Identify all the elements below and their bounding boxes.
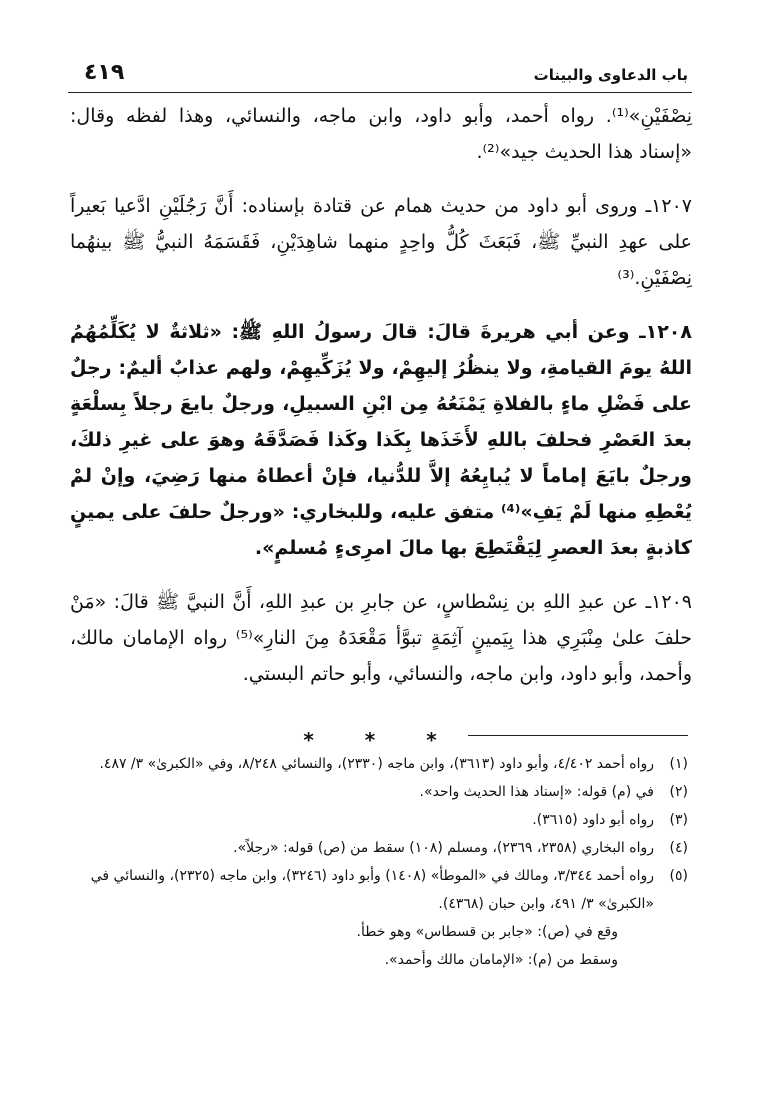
paragraph-continuation: نِصْفَيْنِ»⁽¹⁾. رواه أحمد، وأبو داود، وابن ماجه، والنسائي، وهذا لفظه وقال: «إسناد هذا الحديث جيد»⁽²⁾.	[70, 105, 692, 163]
footnote	[70, 778, 688, 806]
footnote	[70, 862, 688, 918]
paragraph-hadith-1209: ١٢٠٩ـ عن عبدِ اللهِ بن نِسْطاسٍ، عن جابرِ بن عبدِ اللهِ، أَنَّ النبيَّ ﷺ قالَ: «مَنْ حلفَ علىٰ مِنْبَرِي هذا بِيَمينٍ آثِمَةٍ تبوَّأ مَقْعَدَهُ مِنَ النارِ»⁽⁵⁾ رواه الإمامان مالك، وأحمد، وأبو داود، وابن ماجه، والنسائي، وأبو حاتم البستي.	[70, 591, 692, 685]
footnotes	[70, 750, 688, 974]
footnote-text: وقع في (ص): «جابر بن قسطاس» وهو خطأ.	[356, 924, 618, 940]
footnote-text: رواه أحمد ٣/٣٤٤، ومالك في «الموطأ» (١٤٠٨) وأبو داود (٣٢٤٦)، وابن ماجه (٢٣٢٥)، والنسائي في «الكبرىٰ» ٣/ ٤٩١، وابن حبان (٤٣٦٨).	[90, 868, 654, 912]
header-rule	[68, 92, 692, 93]
footnote-number: (٣)	[669, 812, 688, 828]
running-title: باب الدعاوى والبينات	[533, 66, 688, 84]
paragraph-hadith-1207: ١٢٠٧ـ وروى أبو داود من حديث همام عن قتادة بإسناده: أَنَّ رَجُلَيْنِ ادَّعيا بَعيراً على عهدِ النبيِّ ﷺ، فَبَعَثَ كُلُّ واحِدٍ منهما شاهِدَيْنِ، فَقَسَمَهُ النبيُّ ﷺ بينهُما نِصْفَيْنِ.⁽³⁾	[70, 195, 692, 289]
footnote-number	[654, 946, 688, 974]
footnote-number: (٥)	[669, 868, 688, 884]
footnote-number: (٤)	[669, 840, 688, 856]
page-number: ٤١٩	[84, 60, 125, 85]
footnote-text: وسقط من (م): «الإمامان مالك وأحمد».	[384, 952, 618, 968]
footnote	[70, 750, 688, 778]
footnote-text: رواه أحمد ٤/٤٠٢، وأبو داود (٣٦١٣)، وابن ماجه (٢٣٣٠)، والنسائي ٨/٢٤٨، وفي «الكبرىٰ» ٣/ ٤٨٧.	[99, 756, 654, 772]
section-separator: * * *	[303, 728, 459, 752]
footnote-note	[70, 946, 688, 974]
paragraph-hadith-1208: ١٢٠٨ـ وعن أبي هريرةَ قالَ: قالَ رسولُ اللهِ ﷺ: «ثلاثةٌ لا يُكَلِّمُهُمُ اللهُ يومَ القيامةِ، ولا ينظُرُ إليهِمْ، ولا يُزَكِّيهِمْ، ولهم عذابٌ أليمٌ: رجلٌ على فَضْلِ ماءٍ بالفلاةِ يَمْنَعُهُ مِن ابْنِ السبيلِ، ورجلٌ بايعَ رجلاً بِسلْعَةٍ بعدَ العَصْرِ فحلفَ باللهِ لأَخَذَها بِكَذا وكَذا فَصَدَّقَهُ وهوَ على غيرِ ذلكَ، ورجلٌ بايَعَ إماماً لا يُبايِعُهُ إلاَّ للدُّنيا، فإنْ أعطاهُ منها رَضِيَ، وإنْ لمْ يُعْطِهِ منها لَمْ يَفِ»⁽⁴⁾ متفق عليه، وللبخاري: «ورجلٌ حلفَ على يمينٍ كاذبةٍ بعدَ العصرِ لِيَقْتَطِعَ بها مالَ امرِىءٍ مُسلمٍ».	[70, 321, 692, 559]
page-header	[70, 60, 688, 88]
footnote	[70, 834, 688, 862]
footnote-number	[654, 918, 688, 946]
footnote-number: (١)	[669, 756, 688, 772]
footnote-text: في (م) قوله: «إسناد هذا الحديث واحد».	[419, 784, 654, 800]
footnote-text: رواه أبو داود (٣٦١٥).	[532, 812, 654, 828]
footnote-note	[70, 918, 688, 946]
main-text	[70, 98, 692, 758]
footnote-rule	[468, 735, 688, 736]
footnote-number: (٢)	[669, 784, 688, 800]
footnote-text: رواه البخاري (٢٣٥٨، ٢٣٦٩)، ومسلم (١٠٨) سقط من (ص) قوله: «رجلاً».	[233, 840, 654, 856]
footnote	[70, 806, 688, 834]
